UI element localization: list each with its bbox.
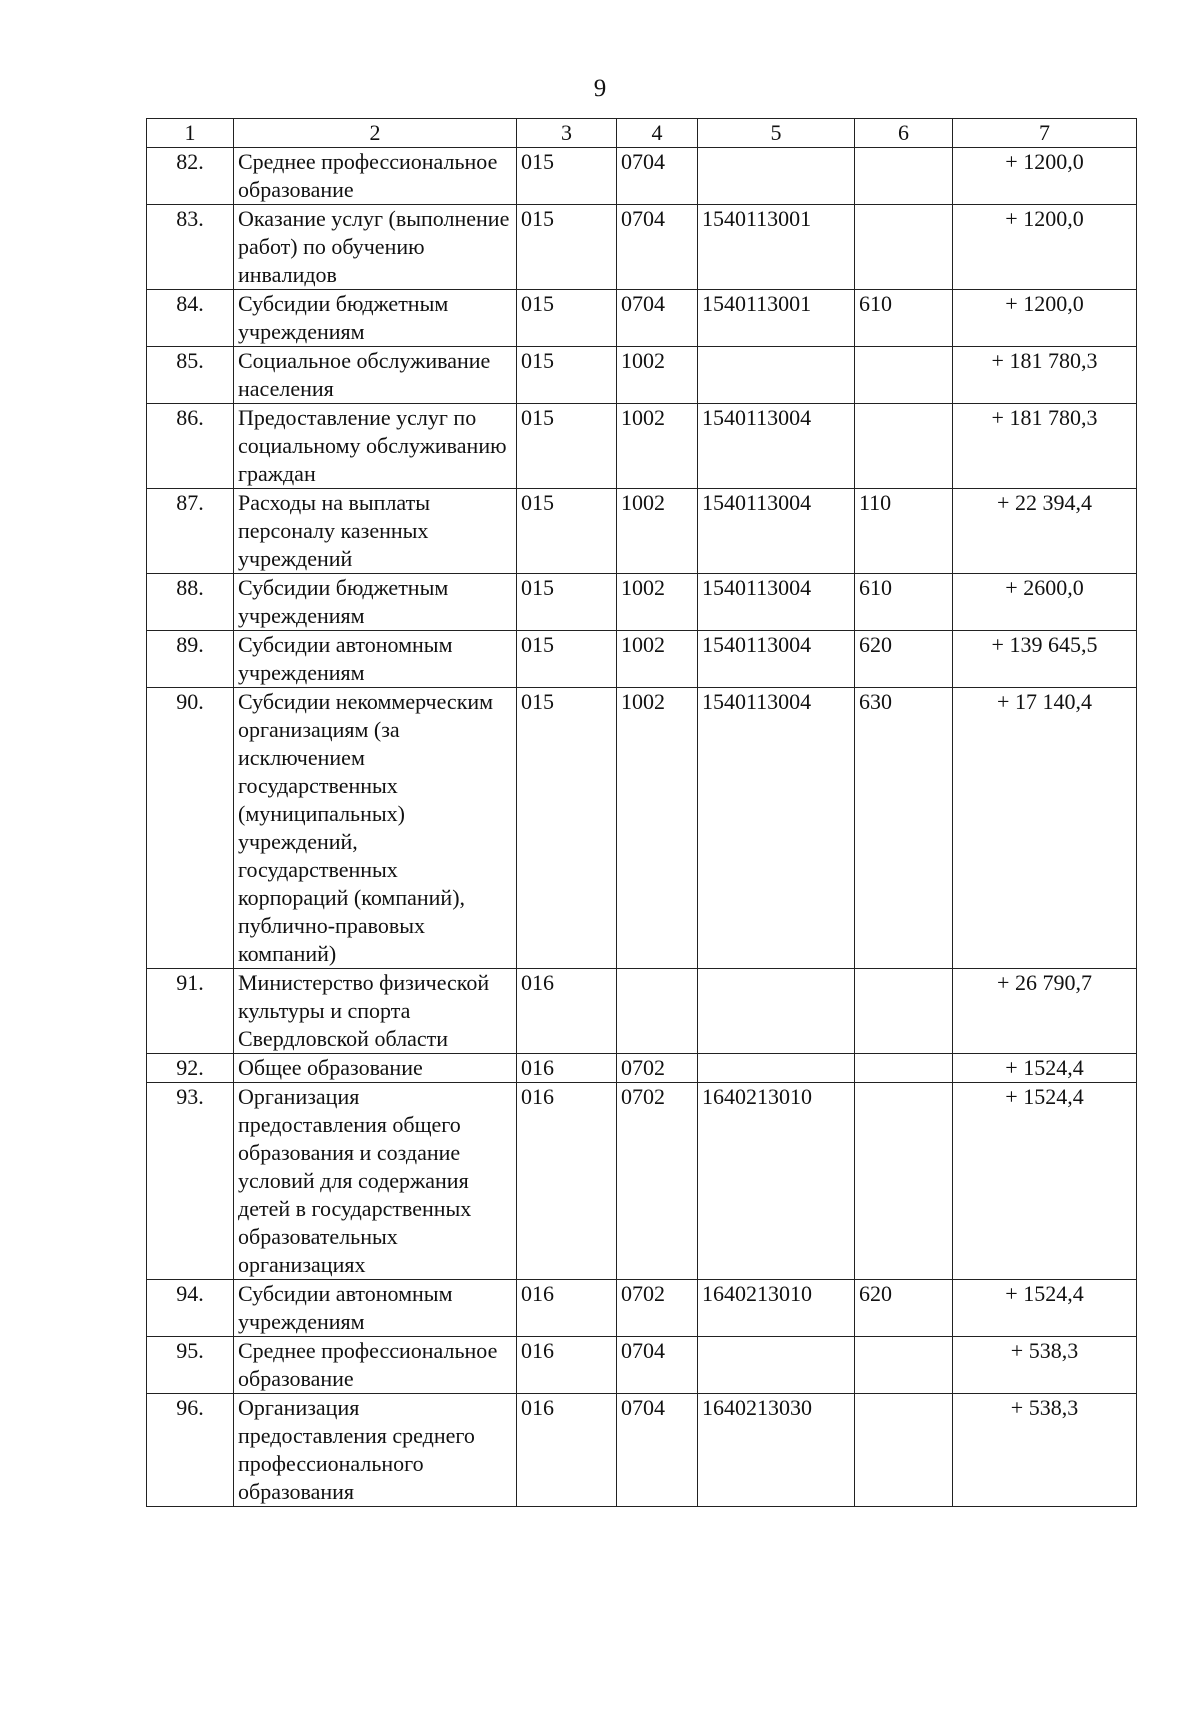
amount-cell: + 22 394,4 [953,489,1137,574]
code-4-cell: 1002 [617,404,698,489]
amount-cell: + 1524,4 [953,1083,1137,1280]
table-row [147,404,1137,489]
table-row [147,489,1137,574]
code-4-cell [617,969,698,1054]
row-number-cell: 82. [147,148,234,205]
code-4-cell: 1002 [617,688,698,969]
code-6-cell: 620 [855,1280,953,1337]
code-4-cell: 0702 [617,1280,698,1337]
code-4-cell: 0704 [617,148,698,205]
item-name-cell: Среднее профессиональное образование [234,1337,517,1394]
table-row [147,205,1137,290]
amount-cell: + 1200,0 [953,205,1137,290]
amount-cell: + 26 790,7 [953,969,1137,1054]
column-header: 5 [698,119,855,148]
code-4-cell: 1002 [617,631,698,688]
code-5-cell: 1640213030 [698,1394,855,1507]
code-3-cell: 015 [517,404,617,489]
code-6-cell [855,205,953,290]
column-header: 2 [234,119,517,148]
row-number-cell: 85. [147,347,234,404]
code-3-cell: 015 [517,631,617,688]
code-3-cell: 016 [517,1394,617,1507]
code-4-cell: 0704 [617,290,698,347]
code-5-cell: 1640213010 [698,1280,855,1337]
amount-cell: + 181 780,3 [953,404,1137,489]
amount-cell: + 139 645,5 [953,631,1137,688]
code-6-cell [855,969,953,1054]
code-3-cell: 016 [517,1083,617,1280]
code-4-cell: 1002 [617,574,698,631]
code-3-cell: 015 [517,205,617,290]
code-6-cell [855,148,953,205]
table-row [147,688,1137,969]
code-5-cell [698,148,855,205]
code-3-cell: 016 [517,1054,617,1083]
table-row [147,347,1137,404]
amount-cell: + 1200,0 [953,290,1137,347]
row-number-cell: 83. [147,205,234,290]
table-row [147,1280,1137,1337]
code-3-cell: 016 [517,1337,617,1394]
table-row [147,1083,1137,1280]
code-5-cell [698,347,855,404]
code-6-cell [855,404,953,489]
amount-cell: + 1524,4 [953,1054,1137,1083]
amount-cell: + 17 140,4 [953,688,1137,969]
table-row [147,1394,1137,1507]
code-6-cell: 110 [855,489,953,574]
item-name-cell: Оказание услуг (выполнение работ) по обучению инвалидов [234,205,517,290]
row-number-cell: 92. [147,1054,234,1083]
row-number-cell: 87. [147,489,234,574]
code-5-cell: 1640213010 [698,1083,855,1280]
column-header: 1 [147,119,234,148]
code-5-cell: 1540113004 [698,688,855,969]
item-name-cell: Расходы на выплаты персоналу казенных учреждений [234,489,517,574]
code-5-cell [698,1054,855,1083]
item-name-cell: Организация предоставления среднего профессионального образования [234,1394,517,1507]
code-4-cell: 0704 [617,1394,698,1507]
code-3-cell: 015 [517,574,617,631]
code-4-cell: 0704 [617,1337,698,1394]
code-4-cell: 0704 [617,205,698,290]
code-5-cell [698,1337,855,1394]
row-number-cell: 95. [147,1337,234,1394]
item-name-cell: Организация предоставления общего образования и создание условий для содержания детей в государственных образовательных организациях [234,1083,517,1280]
code-3-cell: 015 [517,688,617,969]
table-body [147,119,1137,1507]
code-3-cell: 016 [517,969,617,1054]
table-row [147,574,1137,631]
row-number-cell: 89. [147,631,234,688]
item-name-cell: Общее образование [234,1054,517,1083]
header-row [147,119,1137,148]
code-3-cell: 015 [517,290,617,347]
code-5-cell: 1540113004 [698,404,855,489]
item-name-cell: Министерство физической культуры и спорта Свердловской области [234,969,517,1054]
code-3-cell: 016 [517,1280,617,1337]
code-5-cell: 1540113004 [698,574,855,631]
code-3-cell: 015 [517,489,617,574]
budget-table [146,118,1137,1507]
table-row [147,290,1137,347]
item-name-cell: Субсидии бюджетным учреждениям [234,574,517,631]
code-3-cell: 015 [517,148,617,205]
amount-cell: + 1524,4 [953,1280,1137,1337]
amount-cell: + 181 780,3 [953,347,1137,404]
row-number-cell: 94. [147,1280,234,1337]
row-number-cell: 88. [147,574,234,631]
table-row [147,1054,1137,1083]
code-6-cell [855,1054,953,1083]
row-number-cell: 96. [147,1394,234,1507]
code-6-cell [855,1394,953,1507]
code-4-cell: 1002 [617,489,698,574]
column-header: 6 [855,119,953,148]
code-4-cell: 0702 [617,1083,698,1280]
column-header: 4 [617,119,698,148]
row-number-cell: 84. [147,290,234,347]
item-name-cell: Субсидии автономным учреждениям [234,631,517,688]
table-row [147,631,1137,688]
amount-cell: + 1200,0 [953,148,1137,205]
item-name-cell: Среднее профессиональное образование [234,148,517,205]
code-5-cell: 1540113001 [698,290,855,347]
code-6-cell: 610 [855,574,953,631]
amount-cell: + 538,3 [953,1337,1137,1394]
table-row [147,1337,1137,1394]
amount-cell: + 538,3 [953,1394,1137,1507]
item-name-cell: Субсидии автономным учреждениям [234,1280,517,1337]
page-number: 9 [593,75,607,102]
code-6-cell [855,347,953,404]
table-row [147,969,1137,1054]
column-header: 7 [953,119,1137,148]
code-6-cell: 620 [855,631,953,688]
code-6-cell: 610 [855,290,953,347]
item-name-cell: Субсидии некоммерческим организациям (за исключением государственных (муниципальных) учреждений, государственных корпораций (компаний), публично-правовых компаний) [234,688,517,969]
row-number-cell: 93. [147,1083,234,1280]
item-name-cell: Социальное обслуживание населения [234,347,517,404]
code-5-cell: 1540113001 [698,205,855,290]
table-row [147,148,1137,205]
code-6-cell [855,1337,953,1394]
code-3-cell: 015 [517,347,617,404]
code-4-cell: 1002 [617,347,698,404]
column-header: 3 [517,119,617,148]
item-name-cell: Предоставление услуг по социальному обслуживанию граждан [234,404,517,489]
code-5-cell [698,969,855,1054]
code-6-cell: 630 [855,688,953,969]
row-number-cell: 91. [147,969,234,1054]
code-4-cell: 0702 [617,1054,698,1083]
code-5-cell: 1540113004 [698,631,855,688]
amount-cell: + 2600,0 [953,574,1137,631]
row-number-cell: 90. [147,688,234,969]
code-5-cell: 1540113004 [698,489,855,574]
row-number-cell: 86. [147,404,234,489]
code-6-cell [855,1083,953,1280]
item-name-cell: Субсидии бюджетным учреждениям [234,290,517,347]
